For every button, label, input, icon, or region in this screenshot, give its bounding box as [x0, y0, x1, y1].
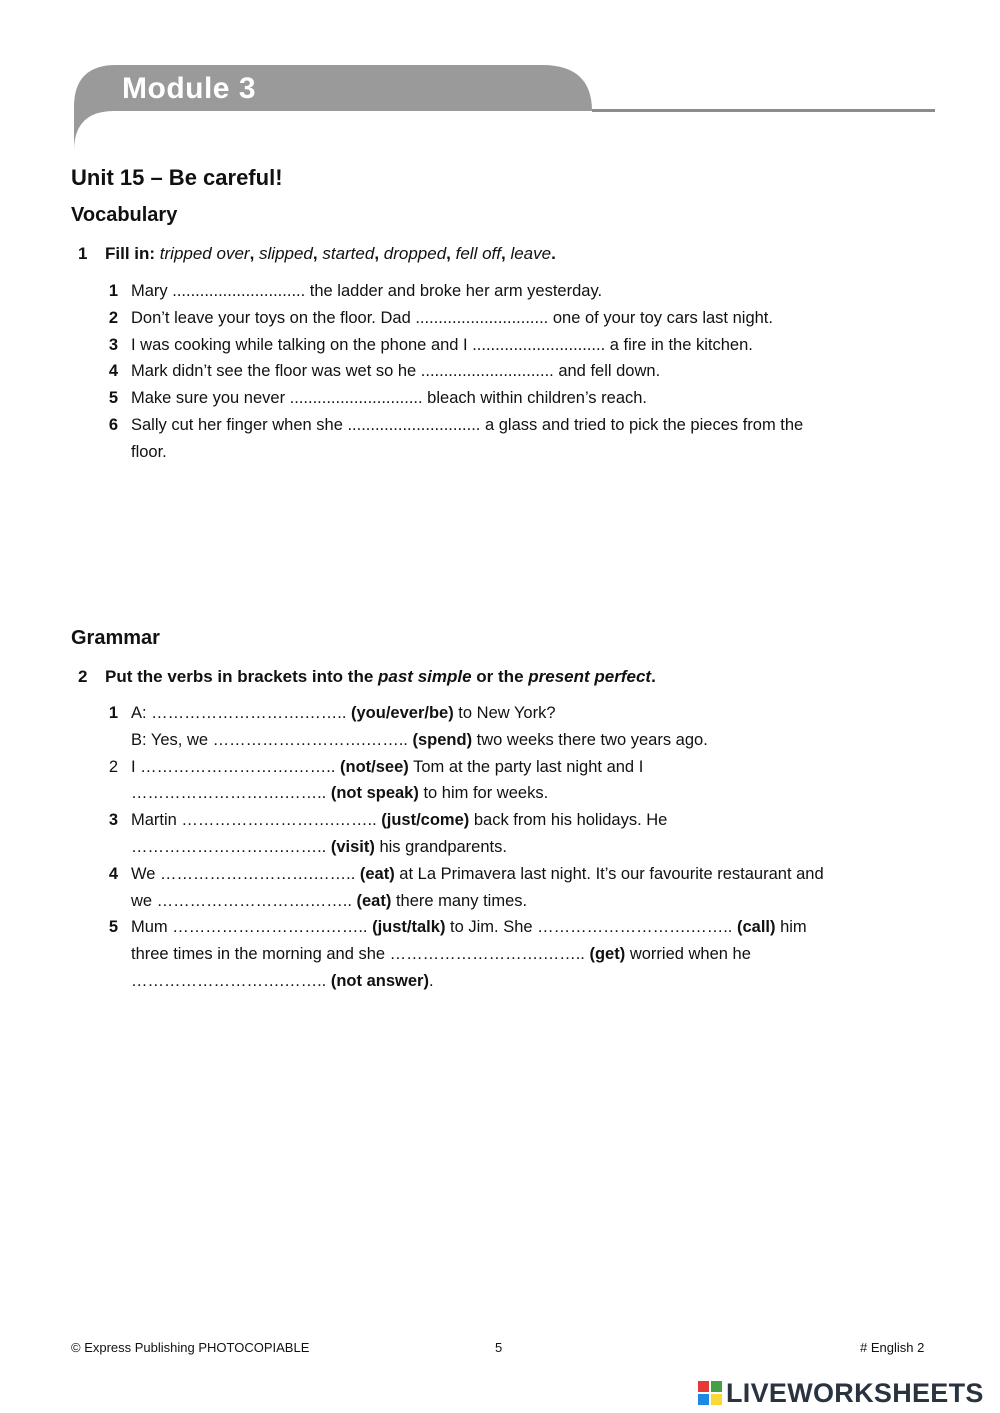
text-segment: his grandparents. — [374, 837, 507, 856]
verb-prompt: (eat) — [359, 864, 395, 883]
text-segment: I ……………………….…….. — [131, 757, 341, 776]
item-number: 1 — [108, 282, 118, 300]
instruction-label: Fill in: — [105, 244, 156, 263]
item-number: 5 — [108, 389, 118, 408]
word-option: fell off — [455, 244, 501, 263]
item-text — [131, 968, 924, 995]
liveworksheets-logo-icon — [698, 1381, 722, 1405]
module-header-rule — [592, 109, 935, 112]
instruction-text: Put the verbs in brackets into the — [105, 667, 374, 686]
instruction-period: . — [651, 667, 656, 686]
item-text: Make sure you never ............................. bleach within children’s reach. — [131, 389, 648, 408]
text-segment: three times in the morning and she ……………………….…….. — [131, 945, 590, 964]
text-segment: A: ……………………….…….. — [131, 704, 352, 722]
item-text — [131, 700, 924, 727]
list-item — [104, 754, 924, 808]
text-segment: Martin ……………………….…….. — [131, 811, 382, 830]
item-text: I was cooking while talking on the phone and I ............................. a fire in the kitchen. — [131, 335, 753, 354]
item-number: 5 — [108, 918, 118, 937]
text-segment: ……………………….…….. — [131, 837, 331, 856]
verb-prompt: (you/ever/be) — [351, 704, 454, 722]
word-option: dropped — [383, 244, 447, 263]
word-separator: , — [374, 244, 384, 263]
item-text — [131, 834, 924, 861]
footer-course: # English 2 — [860, 1340, 925, 1355]
item-number: 4 — [108, 362, 118, 381]
word-option: leave — [510, 244, 552, 263]
word-separator: , — [312, 244, 323, 263]
vocabulary-instruction — [78, 244, 556, 264]
grammar-instruction — [78, 667, 656, 687]
verb-prompt: (just/talk) — [372, 918, 446, 937]
module-title: Module 3 — [122, 72, 257, 105]
text-segment: to Jim. She ……………………….…….. — [445, 918, 737, 937]
text-segment: at La Primavera last night. It’s our favourite restaurant and — [394, 864, 824, 883]
term-present-perfect: present perfect — [528, 667, 652, 686]
word-separator: , — [500, 244, 511, 263]
exercise-number: 1 — [78, 244, 88, 263]
word-list — [160, 244, 556, 263]
list-item — [104, 358, 924, 385]
liveworksheets-watermark: LIVEWORKSHEETS — [726, 1378, 984, 1408]
item-text — [131, 780, 924, 807]
text-segment: worried when he — [625, 945, 751, 964]
item-text: Sally cut her finger when she ............................. a glass and tried to pick the pieces from the — [131, 415, 804, 434]
vocabulary-heading: Vocabulary — [71, 204, 178, 226]
item-number: 2 — [108, 757, 118, 776]
text-segment: ……………………….…….. — [131, 971, 331, 990]
verb-prompt: (spend) — [412, 730, 473, 749]
text-segment: to New York? — [453, 704, 556, 722]
list-item — [104, 305, 924, 332]
text-segment: back from his holidays. He — [469, 811, 668, 830]
text-segment: ……………………….…….. — [131, 784, 331, 803]
text-segment: we ……………………….…….. — [131, 891, 357, 910]
item-number: 4 — [108, 864, 118, 883]
verb-prompt: (not/see) — [340, 757, 409, 776]
item-text — [131, 861, 924, 888]
list-item — [104, 278, 924, 305]
item-number: 6 — [108, 415, 118, 434]
item-number: 2 — [108, 308, 118, 327]
word-option: slipped — [259, 244, 313, 263]
list-item — [104, 807, 924, 861]
list-item — [104, 914, 924, 994]
item-text — [131, 754, 924, 781]
list-item — [104, 332, 924, 359]
item-text — [131, 914, 924, 941]
footer-page-number: 5 — [495, 1340, 503, 1355]
item-text: floor. — [131, 442, 167, 461]
list-item — [104, 861, 924, 915]
unit-title: Unit 15 – Be careful! — [71, 165, 283, 190]
grammar-list — [104, 700, 924, 995]
verb-prompt: (eat) — [356, 891, 392, 910]
text-segment: to him for weeks. — [418, 784, 549, 803]
word-option: started — [322, 244, 375, 263]
text-segment: B: Yes, we ……………………….…….. — [131, 730, 413, 749]
item-number: 1 — [108, 704, 118, 722]
verb-prompt: (just/come) — [381, 811, 470, 830]
exercise-number: 2 — [78, 667, 88, 686]
verb-prompt: (get) — [589, 945, 626, 964]
text-segment: Mum ……………………….…….. — [131, 918, 373, 937]
text-segment: him — [775, 918, 807, 937]
verb-prompt: (not answer) — [330, 971, 429, 990]
word-separator: . — [551, 244, 556, 263]
grammar-heading: Grammar — [71, 627, 160, 649]
list-item — [104, 412, 924, 466]
instruction-text: or the — [476, 667, 524, 686]
vocabulary-list — [104, 278, 924, 466]
text-segment: We ……………………….…….. — [131, 864, 360, 883]
verb-prompt: (call) — [736, 918, 776, 937]
term-past-simple: past simple — [378, 667, 472, 686]
verb-prompt: (visit) — [330, 837, 375, 856]
verb-prompt: (not speak) — [330, 784, 419, 803]
item-text — [131, 807, 924, 834]
word-separator: , — [249, 244, 260, 263]
list-item — [104, 385, 924, 412]
item-text: Mark didn’t see the floor was wet so he ............................. and fell down. — [131, 362, 661, 381]
item-number: 3 — [108, 811, 118, 830]
text-segment: two weeks there two years ago. — [472, 730, 708, 749]
footer-copyright: © Express Publishing PHOTOCOPIABLE — [71, 1340, 310, 1355]
word-option: tripped over — [159, 244, 250, 263]
text-segment: Tom at the party last night and I — [408, 757, 644, 776]
item-number: 3 — [108, 335, 118, 354]
item-text — [131, 727, 924, 754]
list-item — [104, 700, 924, 754]
item-text: Don’t leave your toys on the floor. Dad ............................. one of your toy cars last night. — [131, 308, 773, 327]
text-segment: there many times. — [391, 891, 528, 910]
item-text — [131, 888, 924, 915]
text-segment: . — [428, 971, 434, 990]
item-text — [131, 941, 924, 968]
item-text: Mary ............................. the ladder and broke her arm yesterday. — [131, 282, 603, 300]
word-separator: , — [446, 244, 456, 263]
